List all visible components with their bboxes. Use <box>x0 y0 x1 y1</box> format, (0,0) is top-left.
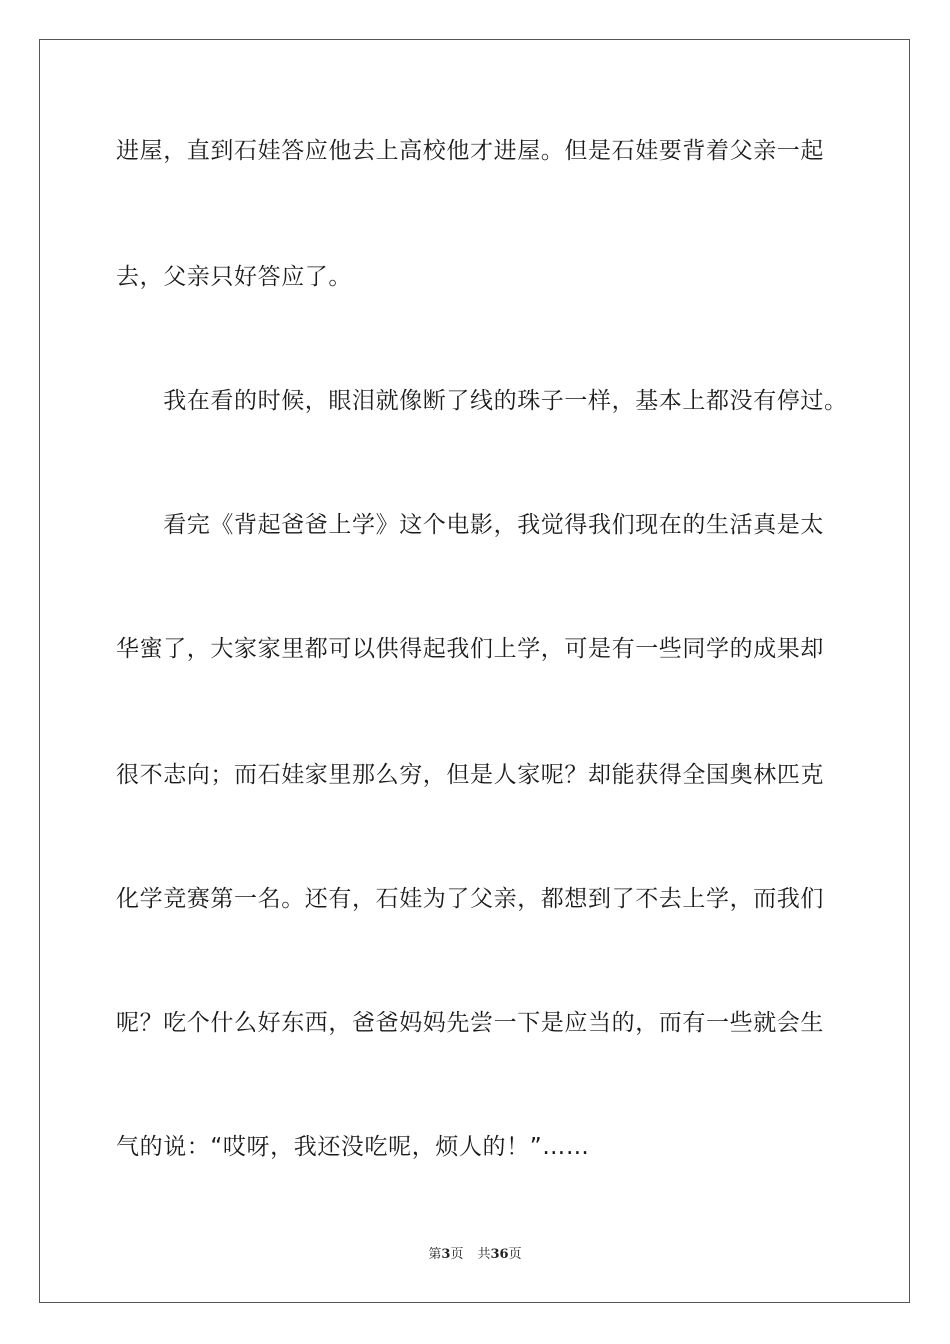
body-line-4: 看完《背起爸爸上学》这个电影，我觉得我们现在的生活真是太 <box>116 512 824 538</box>
body-line-9: 气的说：“哎呀，我还没吃呢，烦人的！”…… <box>116 1134 590 1160</box>
body-line-1: 进屋，直到石娃答应他去上高校他才进屋。但是石娃要背着父亲一起 <box>116 138 824 164</box>
footer-page-number: 3 <box>441 1247 451 1262</box>
body-line-8: 呢？吃个什么好东西，爸爸妈妈先尝一下是应当的，而有一些就会生 <box>116 1010 824 1036</box>
footer-total-number: 36 <box>490 1247 509 1262</box>
body-line-3: 我在看的时候，眼泪就像断了线的珠子一样，基本上都没有停过。 <box>116 388 848 414</box>
footer-page-prefix: 第 <box>428 1247 442 1262</box>
page-footer <box>0 1246 950 1264</box>
body-line-6: 很不志向；而石娃家里那么穷，但是人家呢？却能获得全国奥林匹克 <box>116 762 824 788</box>
body-line-2: 去，父亲只好答应了。 <box>116 264 352 290</box>
body-line-5: 华蜜了，大家家里都可以供得起我们上学，可是有一些同学的成果却 <box>116 636 824 662</box>
body-line-7: 化学竞赛第一名。还有，石娃为了父亲，都想到了不去上学，而我们 <box>116 886 824 912</box>
footer-total-suffix: 页 <box>508 1247 522 1262</box>
footer-page-suffix: 页 <box>450 1247 464 1262</box>
page-border <box>39 39 910 1303</box>
footer-total-prefix: 共 <box>477 1247 491 1262</box>
